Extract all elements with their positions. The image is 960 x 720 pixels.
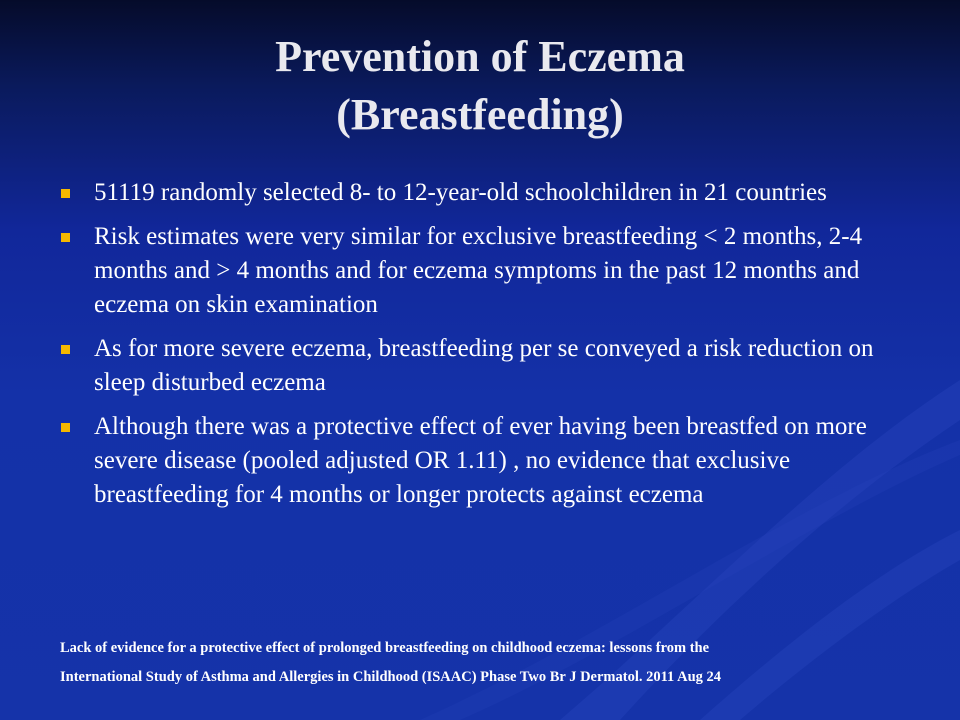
bullet-text: 51119 randomly selected 8- to 12-year-old schoolchildren in 21 countries xyxy=(94,179,827,206)
slide-title-line1: Prevention of Eczema xyxy=(275,32,685,81)
bullet-item xyxy=(58,410,908,512)
square-bullet-icon xyxy=(61,189,70,198)
square-bullet-icon xyxy=(61,423,70,432)
citation-line2: International Study of Asthma and Allergies in Childhood (ISAAC) Phase Two Br J Dermatol. 2011 Aug 24 xyxy=(60,669,722,685)
bullet-text: Although there was a protective effect of ever having been breastfed on more severe disease (pooled adjusted OR 1.11) , no evidence that exclusive breastfeeding for 4 months or longer protects against eczema xyxy=(94,413,867,508)
citation-line1: Lack of evidence for a protective effect of prolonged breastfeeding on childhood eczema: lessons from the xyxy=(60,640,710,656)
slide-title-line2: (Breastfeeding) xyxy=(336,90,624,139)
bullet-text: Risk estimates were very similar for exclusive breastfeeding < 2 months, 2-4 months and > 4 months and for eczema symptoms in the past 12 months and eczema on skin examination xyxy=(94,223,863,318)
bullet-item xyxy=(58,332,908,400)
slide-title xyxy=(0,28,960,144)
bullet-text: As for more severe eczema, breastfeeding per se conveyed a risk reduction on sleep disturbed eczema xyxy=(94,335,874,396)
bullet-item xyxy=(58,220,908,322)
bullet-item xyxy=(58,176,908,210)
square-bullet-icon xyxy=(61,233,70,242)
bullet-list xyxy=(58,176,908,522)
citation xyxy=(60,634,940,692)
square-bullet-icon xyxy=(61,345,70,354)
